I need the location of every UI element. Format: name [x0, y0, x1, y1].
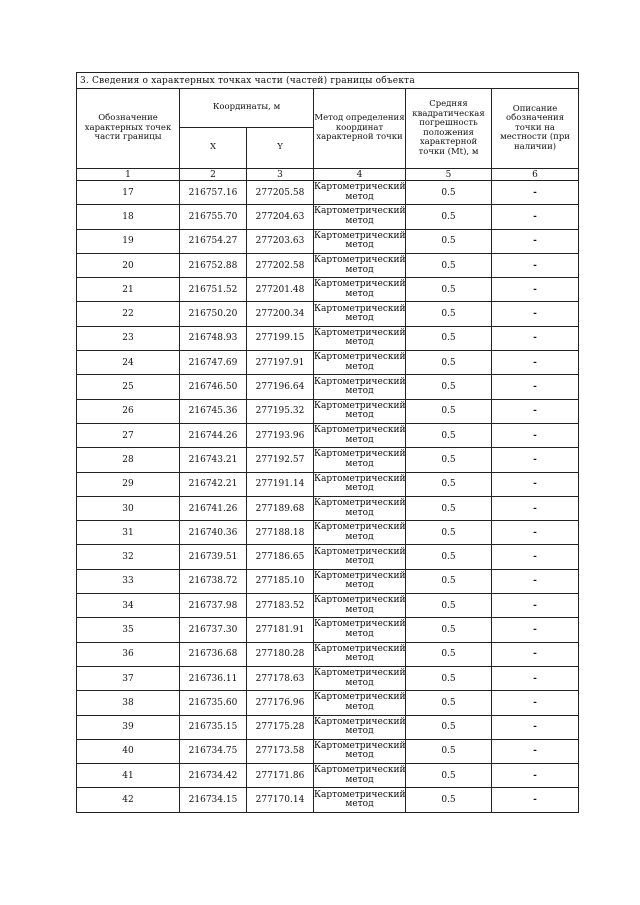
y-cell: 277195.32 [247, 399, 314, 423]
accuracy-cell: 0.5 [406, 253, 492, 277]
table-row [77, 764, 579, 788]
accuracy-cell: 0.5 [406, 496, 492, 520]
header-coordinates: Координаты, м [180, 89, 314, 128]
description-cell: - [492, 788, 579, 812]
table-row [77, 423, 579, 447]
point-cell: 33 [77, 569, 180, 593]
description-cell: - [492, 205, 579, 229]
accuracy-cell: 0.5 [406, 181, 492, 205]
x-cell: 216741.26 [180, 496, 247, 520]
accuracy-cell: 0.5 [406, 423, 492, 447]
table-row [77, 399, 579, 423]
table-row [77, 278, 579, 302]
y-cell: 277199.15 [247, 326, 314, 350]
accuracy-cell: 0.5 [406, 642, 492, 666]
column-number: 5 [406, 169, 492, 181]
description-cell: - [492, 521, 579, 545]
method-cell: Картометрический метод [314, 691, 406, 715]
table-row [77, 326, 579, 350]
description-cell: - [492, 302, 579, 326]
x-cell: 216737.98 [180, 594, 247, 618]
description-cell: - [492, 569, 579, 593]
y-cell: 277203.63 [247, 229, 314, 253]
header-method: Метод определения координат характерной точки [314, 89, 406, 169]
y-cell: 277196.64 [247, 375, 314, 399]
x-cell: 216743.21 [180, 448, 247, 472]
accuracy-cell: 0.5 [406, 448, 492, 472]
y-cell: 277188.18 [247, 521, 314, 545]
header-y: Y [247, 128, 314, 169]
table-row [77, 496, 579, 520]
column-number: 2 [180, 169, 247, 181]
x-cell: 216739.51 [180, 545, 247, 569]
method-cell: Картометрический метод [314, 351, 406, 375]
method-cell: Картометрический метод [314, 594, 406, 618]
y-cell: 277202.58 [247, 253, 314, 277]
point-cell: 20 [77, 253, 180, 277]
method-cell: Картометрический метод [314, 788, 406, 812]
method-cell: Картометрический метод [314, 205, 406, 229]
section-title-row [77, 73, 579, 89]
boundary-points-sheet [76, 72, 578, 813]
y-cell: 277171.86 [247, 764, 314, 788]
description-cell: - [492, 642, 579, 666]
x-cell: 216734.42 [180, 764, 247, 788]
description-cell: - [492, 181, 579, 205]
accuracy-cell: 0.5 [406, 326, 492, 350]
x-cell: 216746.50 [180, 375, 247, 399]
description-cell: - [492, 545, 579, 569]
x-cell: 216740.36 [180, 521, 247, 545]
y-cell: 277193.96 [247, 423, 314, 447]
accuracy-cell: 0.5 [406, 764, 492, 788]
y-cell: 277178.63 [247, 666, 314, 690]
table-row [77, 448, 579, 472]
accuracy-cell: 0.5 [406, 229, 492, 253]
y-cell: 277192.57 [247, 448, 314, 472]
y-cell: 277200.34 [247, 302, 314, 326]
point-cell: 29 [77, 472, 180, 496]
y-cell: 277173.58 [247, 739, 314, 763]
x-cell: 216754.27 [180, 229, 247, 253]
column-number: 1 [77, 169, 180, 181]
boundary-points-table [76, 72, 579, 813]
description-cell: - [492, 764, 579, 788]
x-cell: 216751.52 [180, 278, 247, 302]
point-cell: 22 [77, 302, 180, 326]
method-cell: Картометрический метод [314, 399, 406, 423]
point-cell: 21 [77, 278, 180, 302]
x-cell: 216736.68 [180, 642, 247, 666]
method-cell: Картометрический метод [314, 278, 406, 302]
point-cell: 40 [77, 739, 180, 763]
method-cell: Картометрический метод [314, 472, 406, 496]
table-row [77, 229, 579, 253]
y-cell: 277170.14 [247, 788, 314, 812]
description-cell: - [492, 691, 579, 715]
y-cell: 277176.96 [247, 691, 314, 715]
point-cell: 38 [77, 691, 180, 715]
table-row [77, 472, 579, 496]
method-cell: Картометрический метод [314, 496, 406, 520]
x-cell: 216734.75 [180, 739, 247, 763]
accuracy-cell: 0.5 [406, 569, 492, 593]
point-cell: 19 [77, 229, 180, 253]
description-cell: - [492, 618, 579, 642]
point-cell: 32 [77, 545, 180, 569]
description-cell: - [492, 496, 579, 520]
method-cell: Картометрический метод [314, 739, 406, 763]
method-cell: Картометрический метод [314, 181, 406, 205]
y-cell: 277191.14 [247, 472, 314, 496]
point-cell: 36 [77, 642, 180, 666]
description-cell: - [492, 278, 579, 302]
description-cell: - [492, 666, 579, 690]
y-cell: 277204.63 [247, 205, 314, 229]
description-cell: - [492, 594, 579, 618]
method-cell: Картометрический метод [314, 521, 406, 545]
method-cell: Картометрический метод [314, 448, 406, 472]
table-row [77, 618, 579, 642]
x-cell: 216738.72 [180, 569, 247, 593]
description-cell: - [492, 229, 579, 253]
x-cell: 216757.16 [180, 181, 247, 205]
method-cell: Картометрический метод [314, 545, 406, 569]
point-cell: 27 [77, 423, 180, 447]
table-row [77, 666, 579, 690]
column-numbers-row [77, 169, 579, 181]
header-row-1 [77, 89, 579, 128]
method-cell: Картометрический метод [314, 302, 406, 326]
accuracy-cell: 0.5 [406, 618, 492, 642]
section-title: 3. Сведения о характерных точках части (частей) границы объекта [77, 73, 579, 89]
method-cell: Картометрический метод [314, 764, 406, 788]
accuracy-cell: 0.5 [406, 351, 492, 375]
accuracy-cell: 0.5 [406, 691, 492, 715]
point-cell: 24 [77, 351, 180, 375]
accuracy-cell: 0.5 [406, 521, 492, 545]
x-cell: 216747.69 [180, 351, 247, 375]
y-cell: 277175.28 [247, 715, 314, 739]
table-row [77, 351, 579, 375]
table-row [77, 739, 579, 763]
y-cell: 277183.52 [247, 594, 314, 618]
point-cell: 18 [77, 205, 180, 229]
y-cell: 277197.91 [247, 351, 314, 375]
column-number: 6 [492, 169, 579, 181]
method-cell: Картометрический метод [314, 375, 406, 399]
table-row [77, 205, 579, 229]
description-cell: - [492, 253, 579, 277]
x-cell: 216735.15 [180, 715, 247, 739]
x-cell: 216750.20 [180, 302, 247, 326]
point-cell: 30 [77, 496, 180, 520]
description-cell: - [492, 351, 579, 375]
x-cell: 216755.70 [180, 205, 247, 229]
point-cell: 41 [77, 764, 180, 788]
x-cell: 216736.11 [180, 666, 247, 690]
point-cell: 31 [77, 521, 180, 545]
y-cell: 277201.48 [247, 278, 314, 302]
x-cell: 216734.15 [180, 788, 247, 812]
table-row [77, 569, 579, 593]
description-cell: - [492, 326, 579, 350]
method-cell: Картометрический метод [314, 229, 406, 253]
method-cell: Картометрический метод [314, 326, 406, 350]
point-cell: 26 [77, 399, 180, 423]
description-cell: - [492, 739, 579, 763]
table-row [77, 642, 579, 666]
accuracy-cell: 0.5 [406, 302, 492, 326]
point-cell: 39 [77, 715, 180, 739]
point-cell: 25 [77, 375, 180, 399]
accuracy-cell: 0.5 [406, 594, 492, 618]
description-cell: - [492, 448, 579, 472]
table-row [77, 594, 579, 618]
y-cell: 277205.58 [247, 181, 314, 205]
y-cell: 277185.10 [247, 569, 314, 593]
table-row [77, 181, 579, 205]
header-x: X [180, 128, 247, 169]
x-cell: 216748.93 [180, 326, 247, 350]
y-cell: 277189.68 [247, 496, 314, 520]
table-row [77, 691, 579, 715]
method-cell: Картометрический метод [314, 253, 406, 277]
accuracy-cell: 0.5 [406, 375, 492, 399]
point-cell: 23 [77, 326, 180, 350]
point-cell: 35 [77, 618, 180, 642]
table-row [77, 375, 579, 399]
x-cell: 216735.60 [180, 691, 247, 715]
description-cell: - [492, 375, 579, 399]
point-cell: 37 [77, 666, 180, 690]
table-row [77, 545, 579, 569]
table-row [77, 788, 579, 812]
table-body [77, 181, 579, 813]
table-row [77, 302, 579, 326]
x-cell: 216745.36 [180, 399, 247, 423]
table-row [77, 715, 579, 739]
table-row [77, 521, 579, 545]
method-cell: Картометрический метод [314, 642, 406, 666]
method-cell: Картометрический метод [314, 715, 406, 739]
method-cell: Картометрический метод [314, 666, 406, 690]
point-cell: 28 [77, 448, 180, 472]
accuracy-cell: 0.5 [406, 472, 492, 496]
description-cell: - [492, 423, 579, 447]
header-accuracy: Средняя квадратическая погрешность положения характерной точки (Мt), м [406, 89, 492, 169]
header-point: Обозначение характерных точек части границы [77, 89, 180, 169]
description-cell: - [492, 472, 579, 496]
accuracy-cell: 0.5 [406, 545, 492, 569]
method-cell: Картометрический метод [314, 423, 406, 447]
x-cell: 216752.88 [180, 253, 247, 277]
accuracy-cell: 0.5 [406, 715, 492, 739]
description-cell: - [492, 715, 579, 739]
x-cell: 216742.21 [180, 472, 247, 496]
accuracy-cell: 0.5 [406, 205, 492, 229]
point-cell: 34 [77, 594, 180, 618]
accuracy-cell: 0.5 [406, 739, 492, 763]
point-cell: 17 [77, 181, 180, 205]
description-cell: - [492, 399, 579, 423]
y-cell: 277180.28 [247, 642, 314, 666]
x-cell: 216744.26 [180, 423, 247, 447]
accuracy-cell: 0.5 [406, 278, 492, 302]
method-cell: Картометрический метод [314, 618, 406, 642]
column-number: 4 [314, 169, 406, 181]
x-cell: 216737.30 [180, 618, 247, 642]
header-description: Описание обозначения точки на местности (при наличии) [492, 89, 579, 169]
accuracy-cell: 0.5 [406, 399, 492, 423]
table-row [77, 253, 579, 277]
point-cell: 42 [77, 788, 180, 812]
accuracy-cell: 0.5 [406, 666, 492, 690]
column-number: 3 [247, 169, 314, 181]
method-cell: Картометрический метод [314, 569, 406, 593]
y-cell: 277181.91 [247, 618, 314, 642]
accuracy-cell: 0.5 [406, 788, 492, 812]
y-cell: 277186.65 [247, 545, 314, 569]
